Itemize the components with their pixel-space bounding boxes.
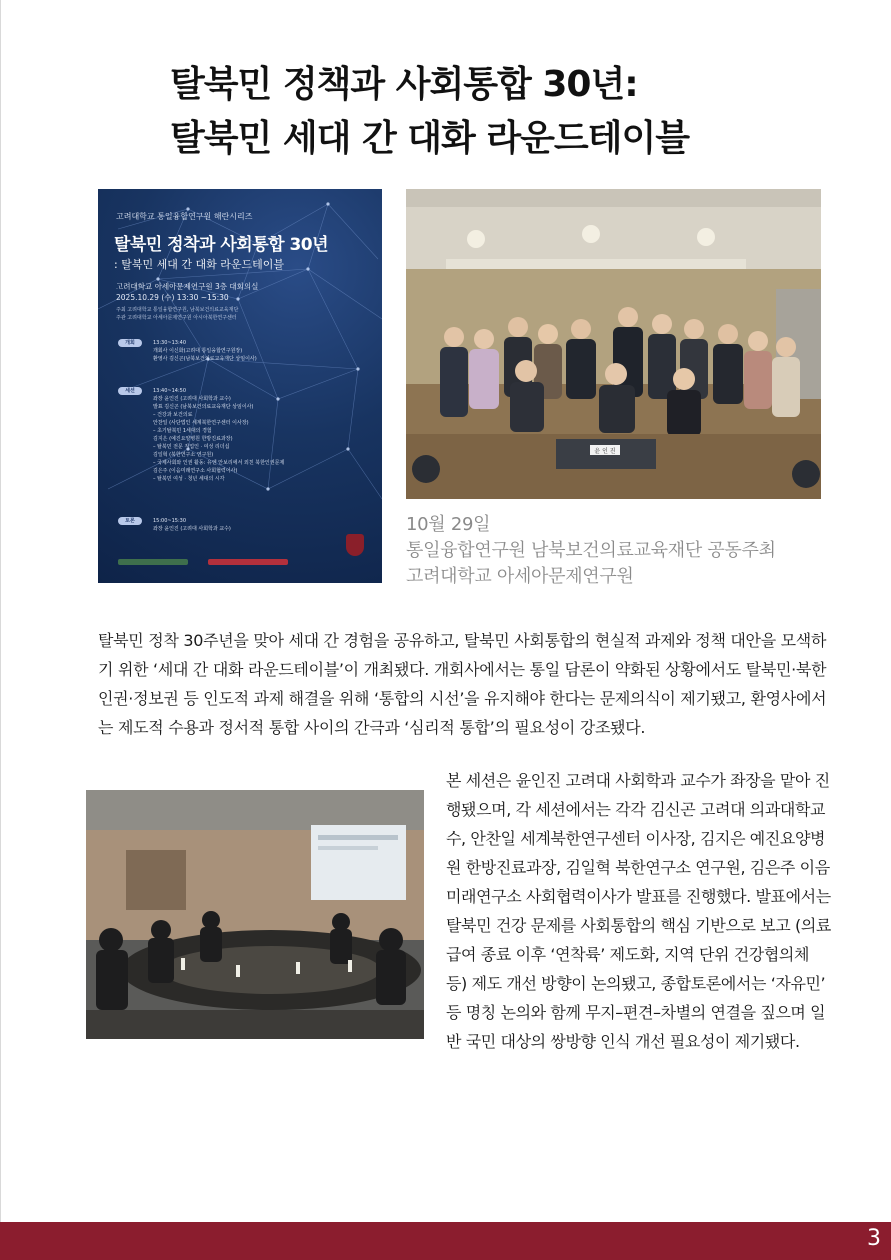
poster-line: 발표 김신곤 (남북보건의료교육재단 상임이사) [153, 404, 254, 410]
footer-bar [0, 1222, 891, 1260]
poster-session-block [153, 387, 284, 483]
poster-line: 김지은 (예진요양병원 한방진료과장) [153, 436, 233, 442]
meeting-photo [86, 790, 424, 1039]
poster-line: 환영사 김신곤(남북보건의료교육재단 상임이사) [153, 356, 257, 362]
caption-venue: 고려대학교 아세아문제연구원 [406, 566, 634, 587]
page-number: 3 [867, 1226, 881, 1251]
poster-datetime: 2025.10.29 (수) 13:30 ~15:30 [116, 293, 229, 302]
poster-line: 안찬일 (사단법인 세계북한연구센터 이사장) [153, 420, 249, 426]
poster-badge-opening: 개회 [118, 339, 142, 347]
poster-line: 15:00~15:30 [153, 518, 187, 524]
poster-host-line: 주관 고려대학교 아세아문제연구원 아시아북한연구센터 [116, 315, 237, 321]
poster-line: 김일혁 (북한연구소 연구원) [153, 452, 214, 458]
page-edge [0, 0, 1, 1260]
title-line-1: 탈북민 정책과 사회통합 30년: [170, 64, 638, 105]
poster-subtitle: : 탈북민 세대 간 대화 라운드테이블 [114, 258, 284, 271]
poster-hosts [116, 306, 238, 322]
institute-logo [208, 559, 288, 565]
poster-line: 김은주 (이음미래연구소 사회협력이사) [153, 468, 238, 474]
foundation-logo [118, 559, 188, 565]
title-line-2: 탈북민 세대 간 대화 라운드테이블 [170, 118, 689, 159]
poster-line: 좌장 윤인진 (고려대 사회학과 교수) [153, 526, 231, 532]
poster-line: – 탈북민 전문 직업인 · 여성 리더십 [153, 444, 230, 450]
caption-organizers: 통일융합연구원 남북보건의료교육재단 공동주최 [406, 540, 776, 561]
session-paragraph: 본 세션은 윤인진 고려대 사회학과 교수가 좌장을 맡아 진행됐으며, 각 세션에서는 각각 김신곤 고려대 의과대학교수, 안찬일 세계북한연구센터 이사장, 김지은 예진요양병원 한방진료과장, 김일혁 북한연구소 연구원, 김은주 이음미래연구소 사회협력이사가 발표를 진행했다. 발표에서는 탈북민 건강 문제를 사회통합의 핵심 기반으로 보고 (의료급여 종료 이후 ‘연착륙’ 제도화, 지역 단위 건강협의체 등) 제도 개선 방향이 논의됐고, 종합토론에서는 ‘자유민’ 등 명칭 논의와 함께 무지–편견–차별의 연결을 짚으며 일반 국민 대상의 쌍방향 인식 개선 필요성이 제기됐다. [446, 771, 831, 1051]
group-photo [406, 189, 821, 499]
nameplate-text: 윤 인 진 [594, 448, 616, 455]
poster-sponsor-logos [118, 557, 318, 569]
page-title [170, 58, 689, 166]
meeting-photo-illustration [86, 790, 424, 1039]
poster-venue: 고려대학교 아세아문제연구원 3층 대회의실 [116, 282, 259, 291]
poster-badge-session: 세션 [118, 387, 142, 395]
poster-discussion-block [153, 517, 231, 533]
poster-line: 좌장 윤인진 (고려대 사회학과 교수) [153, 396, 231, 402]
university-crest-icon [346, 534, 364, 556]
group-photo-illustration [406, 189, 821, 499]
poster-opening-block [153, 339, 257, 363]
intro-paragraph: 탈북민 정착 30주년을 맞아 세대 간 경험을 공유하고, 탈북민 사회통합의 현실적 과제와 정책 대안을 모색하기 위한 ‘세대 간 대화 라운드테이블’이 개최됐다. 개회사에서는 통일 담론이 약화된 상황에서도 탈북민·북한인권·정보권 등 인도적 과제 해결을 위해 ‘통합의 시선’을 유지해야 한다는 문제의식이 제기됐고, 환영사에서는 제도적 수용과 정서적 통합 사이의 간극과 ‘심리적 통합’의 필요성이 강조됐다. [98, 631, 827, 737]
caption-date: 10월 29일 [406, 514, 491, 535]
poster-title: 탈북민 정착과 사회통합 30년 [114, 235, 329, 255]
poster-line: – 탈북민 여성 · 청년 세대의 시각 [153, 476, 225, 482]
poster-series: 고려대학교 통일융합연구원 해란시리즈 [116, 212, 253, 221]
poster-line: – 초기탈북민 1세대의 경험 [153, 428, 212, 434]
poster-line: 13:40~14:50 [153, 388, 187, 394]
poster-badge-discussion: 토론 [118, 517, 142, 525]
event-poster [98, 189, 382, 583]
poster-line: 13:30~13:40 [153, 340, 187, 346]
poster-line: – 건강과 보건의료 [153, 412, 193, 418]
poster-line: – 국제사회와 인권 활동: 유엔 안보리에서 외친 북한인권문제 [153, 460, 285, 466]
photo-caption [406, 512, 776, 590]
poster-venue-date [116, 281, 258, 303]
poster-line: 개회사 이신화(고려대 통일융합연구원장) [153, 348, 243, 354]
poster-host-line: 주최 고려대학교 통일융합연구원, 남북보건의료교육재단 [116, 307, 239, 313]
